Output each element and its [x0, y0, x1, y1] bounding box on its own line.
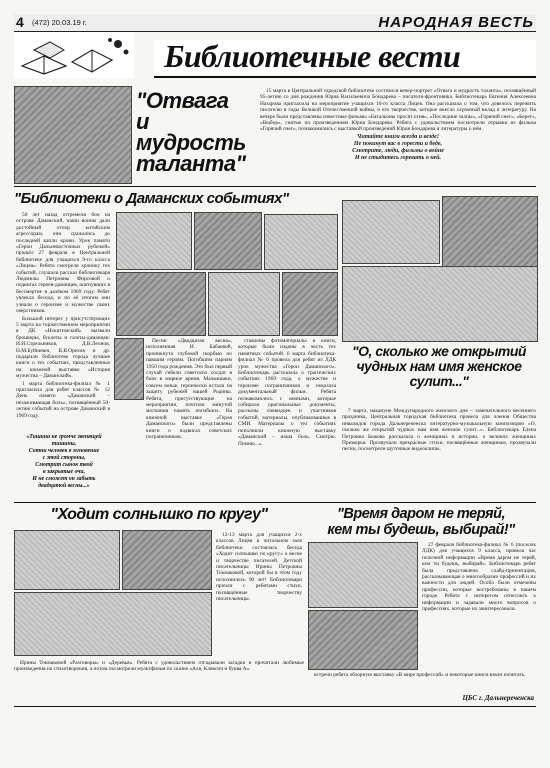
quote-line: в закрытые очи,: [42, 469, 86, 475]
circle-body-2: [14, 660, 304, 690]
time-footer: [308, 672, 536, 692]
quote-line: Смотрит сынок твой: [35, 462, 93, 468]
poem-line: Не покинут вас в горести и беде,: [353, 140, 443, 147]
divider: [14, 186, 536, 187]
damansky-text: Большой интерес у присутствующих 5 марта на торжественном мероприятии в ДК «Искитимский» вызвали брошюры, буклеты и газеты-даманцев: И.И.Стрельников, Д.В.Леонов, Н.М.Буйневич, В.В.Орехов и др. подарили библиотеке города лучшие книги о тех событиях, представленные на книжной выставке «История мужества – Даманский».: [16, 315, 110, 380]
bottom-divider: [14, 706, 536, 707]
poem-line: Читайте книги всегда и везде!: [356, 133, 440, 140]
time-headline-2: кем ты будешь, выбирай!": [327, 522, 515, 538]
time-headline-1: "Время даром не теряй,: [337, 506, 505, 522]
talent-headline: [136, 90, 256, 174]
talent-headline-3: таланта": [136, 151, 246, 176]
quote-line: «Тишина не громче звенящей тишины,: [26, 434, 102, 447]
time-photo-2: [308, 610, 418, 670]
time-body: [422, 542, 536, 668]
open-books-icon: [14, 32, 134, 78]
women-photo-3: [342, 266, 538, 342]
divider: [154, 76, 536, 78]
women-photo-1: [342, 200, 440, 264]
damansky-text: 1 марта библиотека-филиал № 1 пригласила для ребят классов № 12 День памяти «Даманский – незаживающая боль», посвящённый 50-летию событий на острове Даманский в 1969 году.: [16, 380, 110, 419]
poem-line: И не стыдитесь горевать о ней.: [354, 154, 442, 161]
damansky-text: 50 лет назад отгремели бои на острове Даманский, наши воины дали достойный отпор китайским агрессорам, они сражались до последней капли крови. Урок памяти «Герои Дальневосточных рубежей» прошёл 27 февраля в Центральной библиотеке для учащихся 9-го класса «Лицея». Ребята смотрели хронику тех событий, слушали рассказ библиотекаря Людмилы Петровны Фирсовой о подвигах героев-даманцев, шагнувших в бессмертие в далёком 1969 году. Ребят увлекла беседа, и по её итогам они узнали о героизме и мужестве своих сверстников.: [16, 212, 110, 315]
damansky-photo-1: [116, 212, 192, 270]
circle-photo-1: [14, 530, 120, 590]
damansky-col-3: [238, 338, 336, 498]
poem-line: Смотрите, люди, фильмы о войне: [352, 147, 444, 154]
women-body: [342, 408, 536, 494]
quote-line: Сотни человек в мгновение: [28, 448, 100, 454]
women-headline: "О, сколько же открытий чудных нам имя женское сулит...": [352, 343, 526, 389]
damansky-photo-2: [194, 212, 262, 270]
quote-line: двадцатой весны...»: [38, 483, 90, 489]
circle-text: Ирины Токмаковой «Разговоры» и «Деревья». Ребята с удовольствием отгадывали загадки и прочитали любимые произведения на стихотворения, а потом посмотрели мультфильм по сказке «Аля, Кляксич и буква А».: [14, 660, 304, 673]
talent-body: [260, 88, 536, 162]
quote-line: И не сможет он забыть: [32, 476, 96, 482]
damansky-photo-4: [116, 272, 206, 336]
talent-poem: [260, 134, 536, 162]
time-text: 27 февраля библиотека-филиал № 6 (поселок ЛДК) для учащихся 9 класса, провела час полезной информации «Время даром не теряй, кем ты будешь, выбирай». Библиотекарь ребят была представлена слайд-презентация, рассказывающая о многообразии профессий и их важности для людей. Особо были отмечены профессии, которые востребованы в нашем городе. Ребята с интересом отнеслись к информации и задавали много вопросов о профессиях, которые их заинтересовали.: [422, 542, 536, 613]
damansky-text: Песни «Двадцатая весна», исполненная И. Бабаевой, проникнута глубокой скорбью по павшим героям. Погибшим парням 1950 года рождения. Это был первый случай гибели советских солдат в боях в мирное время. Мальчишки, совсем юные, героически встали на защиту рубежей нашей Родины. Ребята, присутствующие на мероприятии, почтили минутой молчания память погибших. На книжной выставке «Героя Даманского» были представлены книги о подвигах советских пограничников.: [146, 338, 232, 441]
section-title-box: [154, 40, 536, 74]
damansky-photo-7: [114, 338, 144, 400]
damansky-photo-6: [282, 272, 338, 336]
section-title: Библиотечные вести: [164, 38, 461, 74]
circle-headline: "Ходит солнышко по кругу": [50, 506, 268, 523]
damansky-photo-3: [264, 214, 338, 270]
talent-photo: [14, 86, 132, 184]
women-photo-2: [442, 196, 538, 268]
damansky-headline: "Библиотеки о Даманских событиях": [14, 190, 289, 207]
divider: [14, 502, 536, 503]
signature: ЦБС г. Дальнереченска: [462, 694, 534, 702]
talent-headline-2: и мудрость: [136, 109, 246, 155]
talent-text: 15 марта в Центральной городской библиотеке состоялся вечер-портрет «Отвага и мудрость таланта», посвящённый 95-летию со дня рождения Юрия Васильевича Бондарева – писателя-фронтовика. Библиотекарь Евгения Алексеевна Назарова пригласила на мероприятие учащихся 10-го класса Лицея. Она рассказала о том, что довелось пережить писателю в годы Великой Отечественной войны, о его творчестве, которое внесло огромный вклад в литературу. На вечере были представлены известные фильмы «Батальоны просят огня», «Последние залпы», «Горячий снег», «Берег», «Выбор», снятые по произведениям Юрия Бондарева. Ребята с удовольствием посмотрели отрывки из фильма «Горячий снег», познакомились с выставкой произведений Юрия Бондарева и литературы о нём.: [260, 88, 536, 133]
masthead-bar: [14, 14, 536, 32]
damansky-photo-5: [208, 272, 280, 336]
damansky-text: ставлены фотоматериалы и книги, которые были изданы в честь тех памятных событий. 6 марта библиотека-филиал № 6 провела для ребят из ЛДК урок мужества «Герои Даманского». Библиотекарь рассказала о трагических событиях 1969 года, о мужестве и героизме пограничников и показала документальный фильм. Ребята познакомились с воинами, которые собирали оригинальные документы, рассказы очевидцев и участников событий, материалы, опубликованные в СМИ. Материалы о тех событиях пополнили книжную выставку «Даманский – наша боль. Смотрю. Помню...».: [238, 338, 336, 447]
section-banner: [14, 32, 536, 80]
talent-headline-1: "Отвага: [136, 88, 229, 113]
time-photo-1: [308, 542, 418, 608]
circle-text: 12-13 марта для учащихся 2-х классов Лицея в читальном зале библиотеки состоялась беседа «Ходит солнышко по кругу» о весне и творчестве писателей. Детской писательницы Ирины Петровны Токмаковой, которой бы в этом году исполнилось 90 лет! Библиотекари прочли с ребятами стихи, посвящённые творчеству писательницы.: [216, 532, 302, 603]
time-footer-text: встречи ребята обзорную выставку «В мире профессий» и некоторые книги взяли почитать.: [314, 672, 526, 678]
damansky-col-2: [146, 338, 232, 498]
circle-body: [216, 532, 302, 658]
page-number: 4: [16, 14, 24, 30]
paper-name: НАРОДНАЯ ВЕСТЬ: [378, 14, 534, 31]
phone: (472) 20.03.19 г.: [32, 18, 87, 27]
circle-photo-2: [122, 530, 212, 590]
damansky-quote: [22, 434, 106, 490]
women-text: 7 марта, накануне Международного женского дня – замечательного весеннего праздника, Центральная городская библиотека провела для членов Общества инвалидов города Дальнереченска литературно-музыкальную композицию «О, сколько же открытий чудных нам имя женское сулит...». Библиотекарь Елена Петровна Быкова рассказала о женщинах в истории, о великих женщинах Приморья. Прозвучали прекрасные стихи, посвящённые женщинам, прозвучали песни, посмотрели шуточные видеоклипы.: [342, 408, 536, 453]
time-headline: [306, 506, 536, 538]
circle-photo-3: [14, 592, 212, 656]
quote-line: с этой стороны,: [42, 455, 86, 461]
books-illustration: [14, 32, 134, 78]
